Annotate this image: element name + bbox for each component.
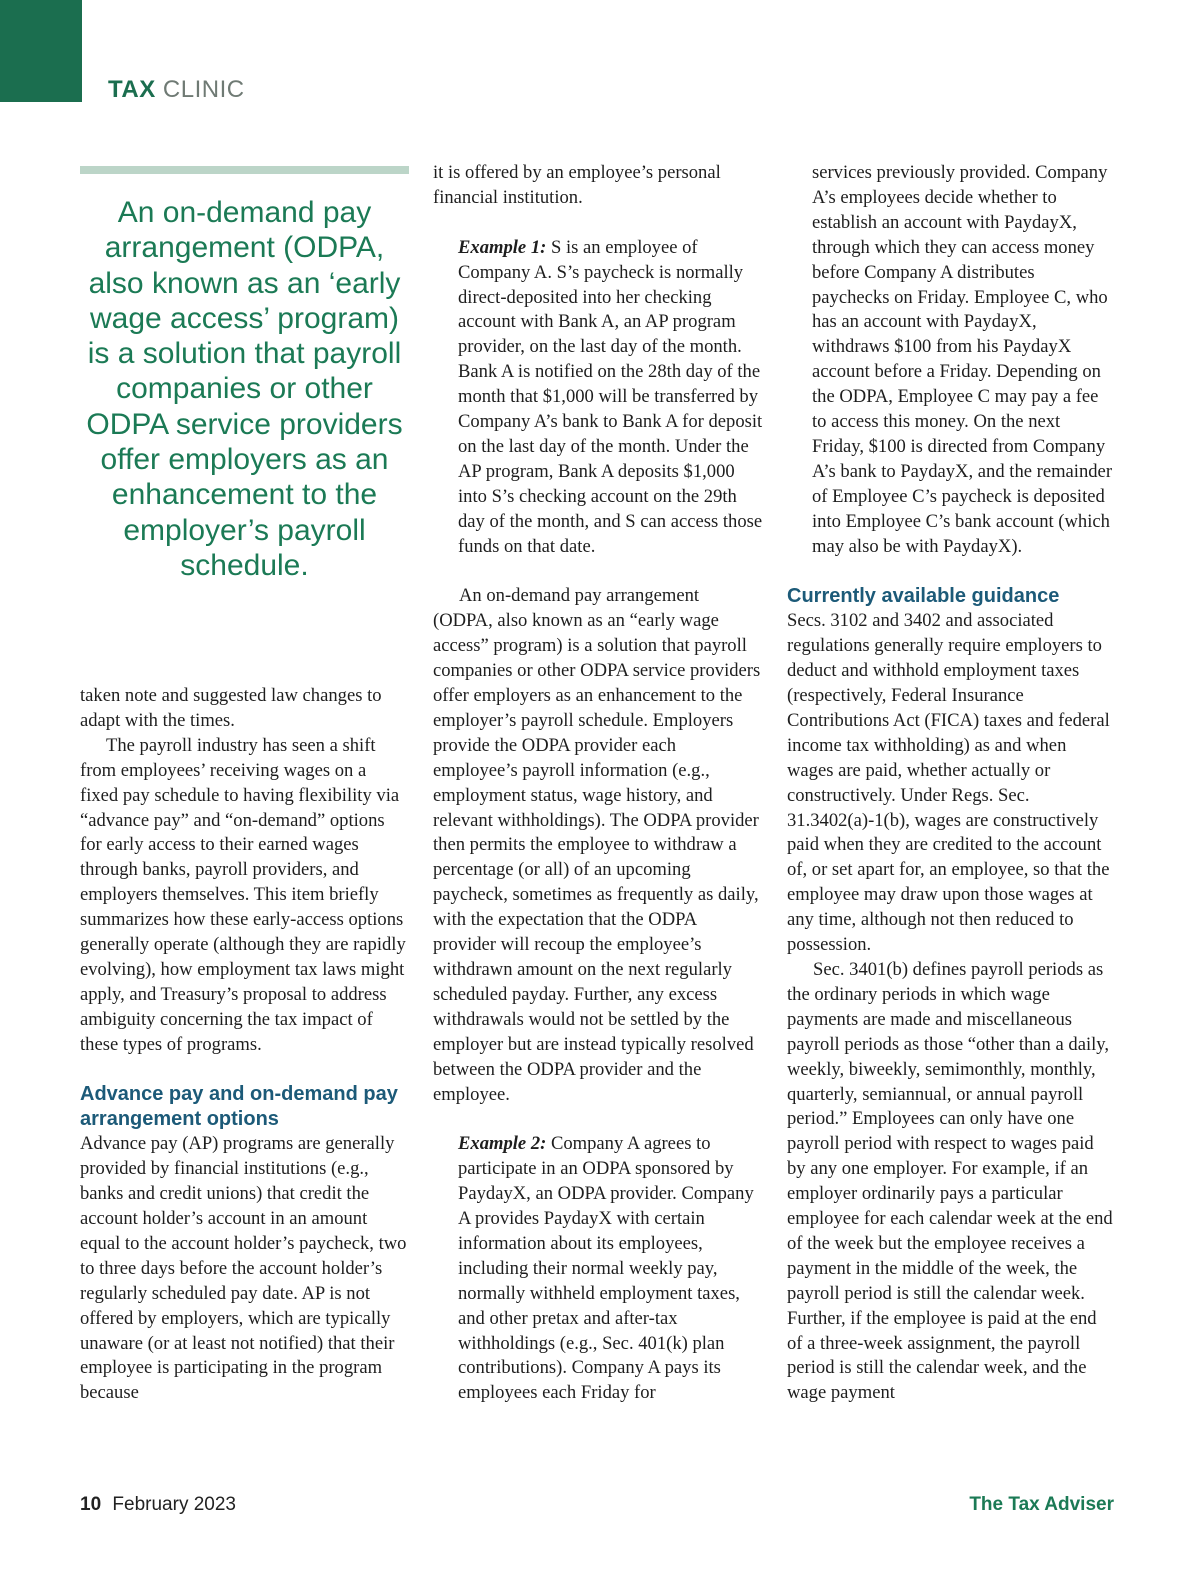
publication-name: The Tax Adviser — [969, 1494, 1114, 1515]
col1-paragraph-3: Advance pay (AP) programs are generally provided by financial institutions (e.g., banks and credit unions) that credit the account holder’s account in an amount equal to the account holder’s paycheck, two to three days before the account holder’s regularly scheduled pay date. AP is not offered by employers, which are typically unaware (or at least not notified) that their employee is participating in the program because — [80, 1133, 407, 1404]
section-label — [108, 76, 245, 104]
column-3 — [787, 161, 1115, 1406]
example-1-text: S is an employee of Company A. S’s paycheck is normally direct-deposited into her checking account with Bank A, an AP program provider, on the last day of the month. Bank A is notified on the 28th day of the month that $1,000 will be transferred by Company A’s bank to Bank A for deposit on the last day of the month. Under the AP program, Bank A deposits $1,000 into S’s checking account on the 29th day of the month, and S can access those funds on that date. — [458, 236, 763, 557]
example-2-label: Example 2: — [458, 1133, 547, 1155]
example-2 — [433, 1132, 763, 1406]
pullquote: An on-demand pay arrangement (ODPA, also known as an ‘early wage access’ program) is a solution that payroll companies or other ODPA service providers offer employers as an enhancement to the employer’s payroll schedule. — [86, 196, 403, 582]
col3-heading: Currently available guidance — [787, 585, 1060, 608]
col3-paragraph-1: services previously provided. Company A’s employees decide whether to establish an account with PaydayX, through which they can access money before Company A distributes paychecks on Friday. Employee C, who has an account with PaydayX, withdraws $100 from his PaydayX account before a Friday. Depending on the ODPA, Employee C may pay a fee to access this money. On the next Friday, $100 is directed from Company A’s bank to PaydayX, and the remainder of Employee C’s paycheck is deposited into Employee C’s bank account (which may also be with PaydayX). — [812, 162, 1113, 557]
section-label-bold: TAX — [108, 76, 156, 103]
issue-date: February 2023 — [112, 1494, 236, 1515]
corner-accent-block — [0, 0, 82, 102]
example-1-label: Example 1: — [458, 236, 547, 258]
column-1 — [80, 684, 409, 1406]
col1-paragraph-1: taken note and suggested law changes to adapt with the times. — [80, 685, 382, 731]
footer-page-info — [80, 1494, 236, 1516]
pullquote-rule — [80, 166, 409, 174]
column-2 — [433, 161, 763, 1406]
col2-paragraph-2: An on-demand pay arrangement (ODPA, also known as an “early wage access” program) is a solution that payroll companies or other ODPA service providers offer employers as an enhancement to the employer’s payroll schedule. Employers provide the ODPA provider each employee’s payroll information (e.g., employment status, wage history, and relevant withholdings). The ODPA provider then permits the employee to withdraw a percentage (or all) of an upcoming paycheck, sometimes as frequently as daily, with the expectation that the ODPA provider will recoup the employee’s withdrawn amount on the next regularly scheduled payday. Further, any excess withdrawals would not be settled by the employer but are instead typically resolved between the ODPA provider and the employee. — [433, 585, 761, 1105]
col1-paragraph-2: The payroll industry has seen a shift from employees’ receiving wages on a fixed pay schedule to having flexibility via “advance pay” and “on-demand” options for early access to their earned wages through banks, payroll providers, and employers themselves. This item briefly summarizes how these early-access options generally operate (although they are rapidly evolving), how employment tax laws might apply, and Treasury’s proposal to address ambiguity concerning the tax impact of these types of programs. — [80, 734, 406, 1055]
col3-paragraph-2: Secs. 3102 and 3402 and associated regulations generally require employers to deduct and withhold employment taxes (respectively, Federal Insurance Contributions Act (FICA) taxes and federal income tax withholding) as and when wages are paid, whether actually or constructively. Under Regs. Sec. 31.3402(a)-1(b), wages are constructively paid when they are credited to the account of, or set apart for, an employee, so that the employee may draw upon those wages at any time, although not then reduced to possession. — [787, 610, 1110, 956]
section-label-light: CLINIC — [162, 76, 245, 103]
example-1 — [433, 236, 763, 560]
col2-paragraph-1: it is offered by an employee’s personal financial institution. — [433, 162, 721, 208]
page-number: 10 — [80, 1494, 102, 1515]
col1-heading: Advance pay and on-demand pay arrangement options — [80, 1083, 398, 1131]
example-2-text: Company A agrees to participate in an ODPA sponsored by PaydayX, an ODPA provider. Company A provides PaydayX with certain information about its employees, including their normal weekly pay, normally withheld employment taxes, and other pretax and after-tax withholdings (e.g., Sec. 401(k) plan contributions). Company A pays its employees each Friday for — [458, 1133, 754, 1404]
col3-paragraph-3: Sec. 3401(b) defines payroll periods as the ordinary periods in which wage payments are made and miscellaneous payroll periods as those “other than a daily, weekly, biweekly, semimonthly, monthly, quarterly, semiannual, or annual payroll period.” Employees can only have one payroll period with respect to wages paid by any one employer. For example, if an employer ordinarily pays a particular employee for each calendar week at the end of the week but the employee receives a payment in the middle of the week, the payroll period is still the calendar week. Further, if the employee is paid at the end of a three-week assignment, the payroll period is still the calendar week, and the wage payment — [787, 958, 1113, 1404]
